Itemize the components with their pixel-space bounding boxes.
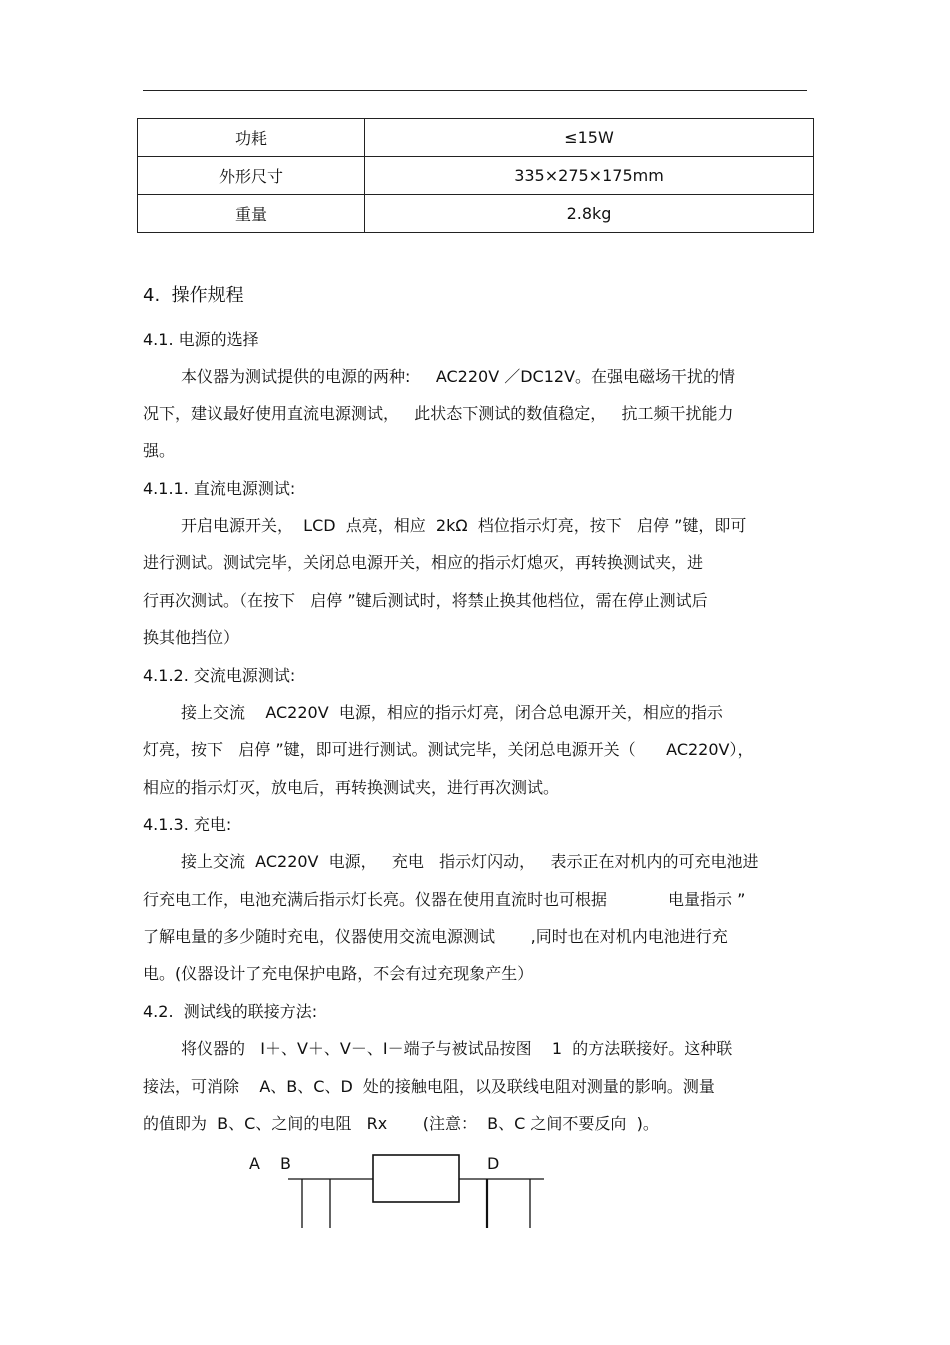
table-row (138, 157, 814, 195)
spec-key: 重量 (138, 195, 365, 233)
paragraph-line: 了解电量的多少随时充电，仪器使用交流电源测试 ,同时也在对机内电池进行充 (143, 927, 728, 946)
paragraph-line: 强。 (143, 441, 176, 460)
table-row (138, 119, 814, 157)
label-d: D (487, 1154, 500, 1173)
paragraph-line: 灯亮，按下 启停 ”键，即可进行测试。测试完毕，关闭总电源开关（ AC220V）， (143, 740, 754, 759)
spec-value: ≤15W (365, 119, 814, 157)
paragraph-line: 换其他挡位） (143, 628, 240, 647)
spec-key: 功耗 (138, 119, 365, 157)
header-rule (143, 90, 807, 91)
paragraph-line: 接法，可消除 A、B、C、D 处的接触电阻，以及联线电阻对测量的影响。测量 (143, 1077, 715, 1096)
spec-table (137, 118, 814, 233)
spec-key: 外形尺寸 (138, 157, 365, 195)
label-b: B (280, 1154, 291, 1173)
connection-diagram (240, 1150, 560, 1240)
paragraph-line: 行充电工作，电池充满后指示灯长亮。仪器在使用直流时也可根据 电量指示 ” (143, 890, 746, 909)
section-heading: 4. 操作规程 (143, 285, 244, 306)
resistor-rx (373, 1155, 459, 1202)
subsection-heading: 4.1.1. 直流电源测试: (143, 479, 296, 498)
paragraph-line: 接上交流 AC220V 电源， 充电 指示灯闪动， 表示正在对机内的可充电池进 (181, 852, 759, 871)
table-row (138, 195, 814, 233)
spec-value: 335×275×175mm (365, 157, 814, 195)
spec-value: 2.8kg (365, 195, 814, 233)
paragraph-line: 接上交流 AC220V 电源，相应的指示灯亮，闭合总电源开关，相应的指示 (181, 703, 723, 722)
paragraph-line: 行再次测试。（在按下 启停 ”键后测试时，将禁止换其他档位，需在停止测试后 (143, 591, 708, 610)
label-a: A (249, 1154, 260, 1173)
subsection-heading: 4.2. 测试线的联接方法: (143, 1002, 318, 1021)
paragraph-line: 本仪器为测试提供的电源的两种: AC220V ／DC12V。在强电磁场干扰的情 (181, 367, 736, 386)
paragraph-line: 相应的指示灯灭，放电后，再转换测试夹，进行再次测试。 (143, 778, 560, 797)
paragraph-line: 的值即为 B、C、之间的电阻 Rx (注意： B、C 之间不要反向 )。 (143, 1114, 659, 1133)
paragraph-line: 进行测试。测试完毕，关闭总电源开关，相应的指示灯熄灭，再转换测试夹，进 (143, 553, 704, 572)
paragraph-line: 将仪器的 I＋、V＋、V－、I－端子与被试品按图 1 的方法联接好。这种联 (181, 1039, 733, 1058)
paragraph-line: 开启电源开关， LCD 点亮，相应 2kΩ 档位指示灯亮，按下 启停 ”键，即可 (181, 516, 747, 535)
subsection-heading: 4.1.2. 交流电源测试: (143, 666, 296, 685)
subsection-heading: 4.1. 电源的选择 (143, 330, 259, 349)
subsection-heading: 4.1.3. 充电: (143, 815, 232, 834)
paragraph-line: 电。(仪器设计了充电保护电路，不会有过充现象产生） (143, 964, 534, 983)
paragraph-line: 况下，建议最好使用直流电源测试， 此状态下测试的数值稳定， 抗工频干扰能力 (143, 404, 734, 423)
